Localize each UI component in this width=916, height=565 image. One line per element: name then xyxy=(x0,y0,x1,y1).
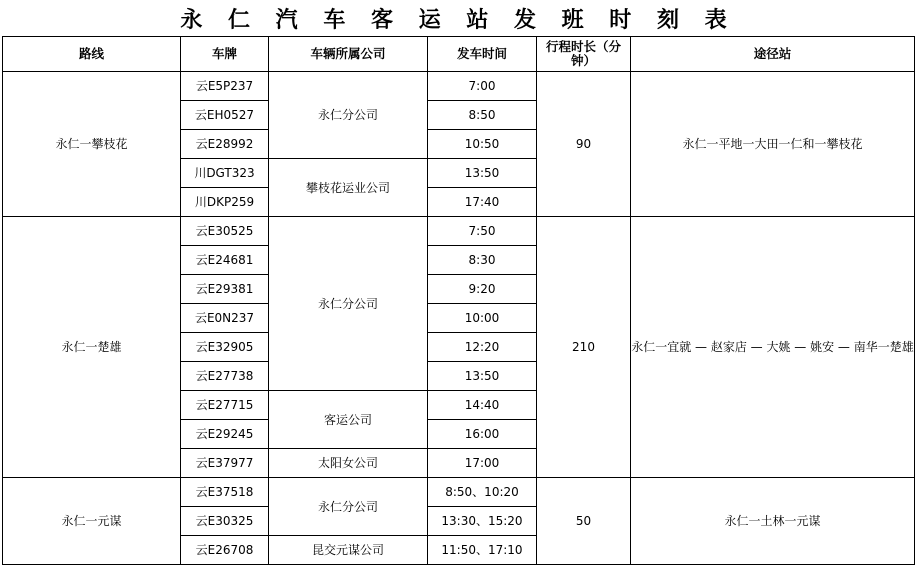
departure-cell: 7:50 xyxy=(428,217,537,246)
plate-cell: 云E30525 xyxy=(181,217,269,246)
departure-cell: 10:00 xyxy=(428,304,537,333)
plate-cell: 云E32905 xyxy=(181,333,269,362)
table-row xyxy=(3,217,915,246)
page-title: 永 仁 汽 车 客 运 站 发 班 时 刻 表 xyxy=(180,6,736,33)
plate-cell: 云EH0527 xyxy=(181,101,269,130)
departure-cell: 9:20 xyxy=(428,275,537,304)
plate-cell: 云E26708 xyxy=(181,536,269,565)
company-cell: 永仁分公司 xyxy=(269,72,428,159)
plate-cell: 云E5P237 xyxy=(181,72,269,101)
route-name: 永仁一楚雄 xyxy=(3,217,181,478)
stops-cell: 永仁一土林一元谋 xyxy=(631,478,915,565)
stops-cell: 永仁一宜就 — 赵家店 — 大姚 — 姚安 — 南华一楚雄 xyxy=(631,217,915,478)
route-name: 永仁一攀枝花 xyxy=(3,72,181,217)
header-duration: 行程时长（分钟） xyxy=(537,37,631,72)
plate-cell: 云E29245 xyxy=(181,420,269,449)
header-stops: 途径站 xyxy=(631,37,915,72)
header-departure: 发车时间 xyxy=(428,37,537,72)
company-cell: 客运公司 xyxy=(269,391,428,449)
departure-cell: 11:50、17:10 xyxy=(428,536,537,565)
company-cell: 太阳女公司 xyxy=(269,449,428,478)
plate-cell: 川DKP259 xyxy=(181,188,269,217)
duration-cell: 210 xyxy=(537,217,631,478)
company-cell: 昆交元谋公司 xyxy=(269,536,428,565)
plate-cell: 云E24681 xyxy=(181,246,269,275)
company-cell: 永仁分公司 xyxy=(269,217,428,391)
stops-cell: 永仁一平地一大田一仁和一攀枝花 xyxy=(631,72,915,217)
departure-cell: 8:50 xyxy=(428,101,537,130)
duration-cell: 50 xyxy=(537,478,631,565)
departure-cell: 8:50、10:20 xyxy=(428,478,537,507)
departure-cell: 10:50 xyxy=(428,130,537,159)
plate-cell: 云E0N237 xyxy=(181,304,269,333)
departure-cell: 17:00 xyxy=(428,449,537,478)
company-cell: 攀枝花运业公司 xyxy=(269,159,428,217)
header-plate: 车牌 xyxy=(181,37,269,72)
schedule-table xyxy=(2,36,915,565)
company-cell: 永仁分公司 xyxy=(269,478,428,536)
plate-cell: 云E28992 xyxy=(181,130,269,159)
table-row xyxy=(3,72,915,101)
table-row xyxy=(3,478,915,507)
duration-cell: 90 xyxy=(537,72,631,217)
plate-cell: 云E37518 xyxy=(181,478,269,507)
plate-cell: 云E27738 xyxy=(181,362,269,391)
route-name: 永仁一元谋 xyxy=(3,478,181,565)
departure-cell: 17:40 xyxy=(428,188,537,217)
header-company: 车辆所属公司 xyxy=(269,37,428,72)
header-route: 路线 xyxy=(3,37,181,72)
departure-cell: 8:30 xyxy=(428,246,537,275)
departure-cell: 7:00 xyxy=(428,72,537,101)
header-row xyxy=(3,37,915,72)
plate-cell: 云E27715 xyxy=(181,391,269,420)
departure-cell: 13:30、15:20 xyxy=(428,507,537,536)
plate-cell: 云E29381 xyxy=(181,275,269,304)
departure-cell: 12:20 xyxy=(428,333,537,362)
departure-cell: 13:50 xyxy=(428,159,537,188)
plate-cell: 云E37977 xyxy=(181,449,269,478)
departure-cell: 13:50 xyxy=(428,362,537,391)
plate-cell: 川DGT323 xyxy=(181,159,269,188)
departure-cell: 16:00 xyxy=(428,420,537,449)
departure-cell: 14:40 xyxy=(428,391,537,420)
plate-cell: 云E30325 xyxy=(181,507,269,536)
